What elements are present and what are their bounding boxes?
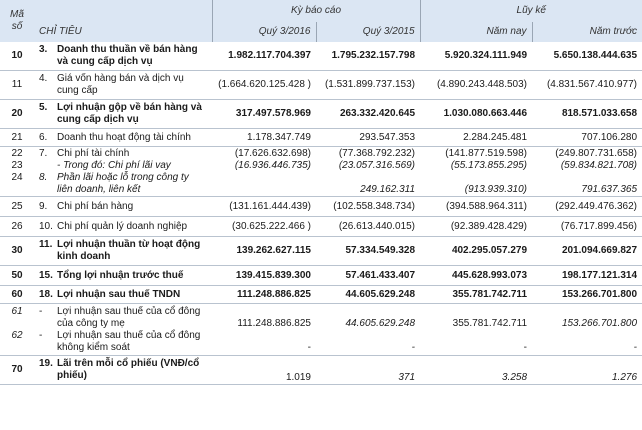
row-code-group: 61 62 <box>0 304 34 356</box>
cell-q3-2015: 293.547.353 <box>316 129 420 147</box>
header-chi-tieu: CHỈ TIÊU <box>34 0 212 42</box>
row-label: 3. Doanh thu thuần về bán hàng và cung cấp dịch vụ <box>34 42 212 71</box>
table-row <box>0 237 642 266</box>
row-code: 25 <box>0 197 34 217</box>
cell-q3-2016: 317.497.578.969 <box>212 100 316 129</box>
cell-q3-2016: 111.248.886.825 - <box>212 304 316 356</box>
cell-q3-2015: (77.368.792.232) (23.057.316.569) 249.162.311 <box>316 147 420 197</box>
cell-nam-nay: 355.781.742.711 <box>420 286 532 304</box>
row-code: 20 <box>0 100 34 129</box>
cell-q3-2016: 1.019 <box>212 356 316 385</box>
cell-nam-truoc: 153.266.701.800 - <box>532 304 642 356</box>
row-code-group: 22 23 24 <box>0 147 34 197</box>
cell-nam-truoc: 5.650.138.444.635 <box>532 42 642 71</box>
cell-nam-nay: 3.258 <box>420 356 532 385</box>
row-label: 10. Chi phí quản lý doanh nghiệp <box>34 217 212 237</box>
row-code: 60 <box>0 286 34 304</box>
cell-q3-2016: (30.625.222.466 ) <box>212 217 316 237</box>
row-label-group: - Lợi nhuận sau thuế của cổ đông của công ty mẹ - Lợi nhuận sau thuế của cổ đông không kiểm soát <box>34 304 212 356</box>
cell-q3-2016: (1.664.620.125.428 ) <box>212 71 316 100</box>
row-label: 18. Lợi nhuận sau thuế TNDN <box>34 286 212 304</box>
cell-nam-truoc: 198.177.121.314 <box>532 266 642 286</box>
cell-q3-2015: 371 <box>316 356 420 385</box>
row-label: 19. Lãi trên mỗi cổ phiếu (VNĐ/cổ phiếu) <box>34 356 212 385</box>
row-label: 4. Giá vốn hàng bán và dịch vụ cung cấp <box>34 71 212 100</box>
cell-nam-truoc: 707.106.280 <box>532 129 642 147</box>
cell-q3-2015: 57.461.433.407 <box>316 266 420 286</box>
table-row <box>0 100 642 129</box>
row-code: 26 <box>0 217 34 237</box>
row-code: 10 <box>0 42 34 71</box>
cell-q3-2016: 1.178.347.749 <box>212 129 316 147</box>
cell-nam-nay: (141.877.519.598) (55.173.855.295) (913.939.310) <box>420 147 532 197</box>
table-row <box>0 356 642 385</box>
row-label: 11. Lợi nhuận thuần từ hoạt động kinh doanh <box>34 237 212 266</box>
cell-nam-nay: 2.284.245.481 <box>420 129 532 147</box>
header-q3-2016: Quý 3/2016 <box>212 22 316 42</box>
cell-nam-truoc: (292.449.476.362) <box>532 197 642 217</box>
row-code: 21 <box>0 129 34 147</box>
row-label-group: 7. Chi phí tài chính - Trong đó: Chi phí lãi vay 8. Phần lãi hoặc lỗ trong công ty liên doanh, liên kết <box>34 147 212 197</box>
row-code: 30 <box>0 237 34 266</box>
cell-nam-nay: (394.588.964.311) <box>420 197 532 217</box>
header-ma-so: Mã số <box>0 0 34 42</box>
cell-nam-truoc: 1.276 <box>532 356 642 385</box>
row-code: 50 <box>0 266 34 286</box>
header-luy-ke: Lũy kế <box>420 0 642 22</box>
cell-nam-truoc: (249.807.731.658) (59.834.821.708) 791.637.365 <box>532 147 642 197</box>
header-q3-2015: Quý 3/2015 <box>316 22 420 42</box>
row-code: 70 <box>0 356 34 385</box>
cell-nam-truoc: 818.571.033.658 <box>532 100 642 129</box>
cell-nam-truoc: (76.717.899.456) <box>532 217 642 237</box>
cell-nam-nay: 5.920.324.111.949 <box>420 42 532 71</box>
cell-q3-2015: (1.531.899.737.153) <box>316 71 420 100</box>
cell-nam-truoc: 153.266.701.800 <box>532 286 642 304</box>
cell-nam-truoc: (4.831.567.410.977) <box>532 71 642 100</box>
cell-q3-2015: (102.558.348.734) <box>316 197 420 217</box>
header-nam-truoc: Năm trước <box>532 22 642 42</box>
cell-q3-2015: 263.332.420.645 <box>316 100 420 129</box>
header-ky-bao-cao: Kỳ báo cáo <box>212 0 420 22</box>
cell-q3-2016: 111.248.886.825 <box>212 286 316 304</box>
cell-nam-nay: 1.030.080.663.446 <box>420 100 532 129</box>
cell-q3-2015: 57.334.549.328 <box>316 237 420 266</box>
table-row <box>0 129 642 147</box>
header-nam-nay: Năm nay <box>420 22 532 42</box>
cell-q3-2015: 44.605.629.248 <box>316 286 420 304</box>
row-label: 5. Lợi nhuận gộp về bán hàng và cung cấp dịch vụ <box>34 100 212 129</box>
cell-q3-2016: (17.626.632.698) (16.936.446.735) <box>212 147 316 197</box>
table-row <box>0 42 642 71</box>
cell-nam-nay: (92.389.428.429) <box>420 217 532 237</box>
table-row <box>0 71 642 100</box>
cell-q3-2016: 1.982.117.704.397 <box>212 42 316 71</box>
cell-nam-nay: 355.781.742.711 - <box>420 304 532 356</box>
header-row-top <box>0 0 642 22</box>
cell-nam-nay: (4.890.243.448.503) <box>420 71 532 100</box>
table-row-group <box>0 304 642 356</box>
cell-q3-2015: 44.605.629.248 - <box>316 304 420 356</box>
cell-q3-2016: 139.262.627.115 <box>212 237 316 266</box>
table-row <box>0 266 642 286</box>
row-label: 15. Tổng lợi nhuận trước thuế <box>34 266 212 286</box>
table-row-group <box>0 147 642 197</box>
cell-q3-2015: 1.795.232.157.798 <box>316 42 420 71</box>
table-row <box>0 217 642 237</box>
row-label: 6. Doanh thu hoạt động tài chính <box>34 129 212 147</box>
table-row <box>0 286 642 304</box>
cell-nam-nay: 445.628.993.073 <box>420 266 532 286</box>
cell-q3-2015: (26.613.440.015) <box>316 217 420 237</box>
cell-q3-2016: 139.415.839.300 <box>212 266 316 286</box>
cell-q3-2016: (131.161.444.439) <box>212 197 316 217</box>
row-label: 9. Chi phí bán hàng <box>34 197 212 217</box>
table-row <box>0 197 642 217</box>
row-code: 11 <box>0 71 34 100</box>
cell-nam-truoc: 201.094.669.827 <box>532 237 642 266</box>
cell-nam-nay: 402.295.057.279 <box>420 237 532 266</box>
